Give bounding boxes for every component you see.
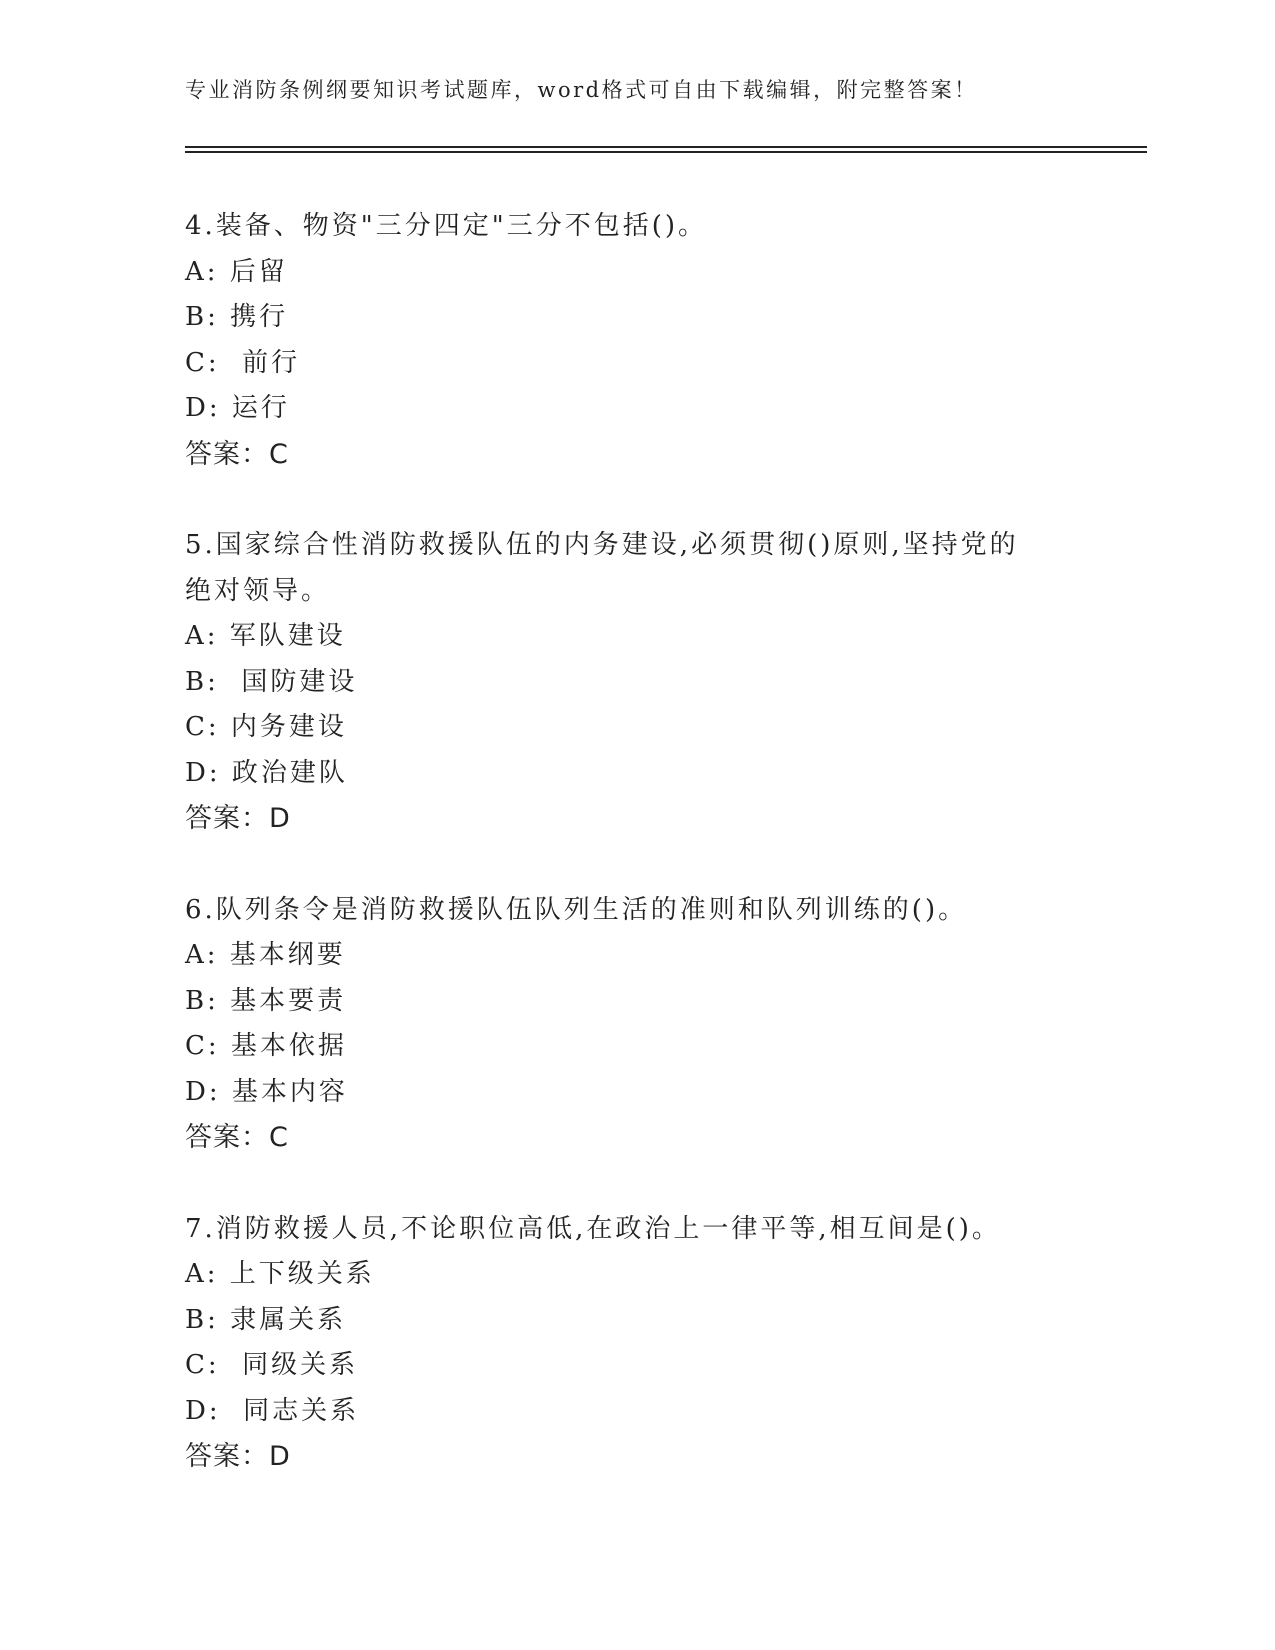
option-a: A: 军队建设 [185, 621, 346, 651]
question-7 [185, 1207, 1085, 1480]
option-d: D: 运行 [185, 393, 290, 423]
answer: 答案：D [185, 803, 291, 834]
question-stem: 5.国家综合性消防救援队伍的内务建设,必须贯彻()原则,坚持党的绝对领导。 [185, 530, 1019, 606]
answer: 答案：C [185, 438, 289, 470]
option-b: B: 国防建设 [185, 666, 358, 697]
option-c: C: 内务建设 [185, 712, 347, 742]
option-a: A: 基本纲要 [185, 940, 346, 970]
option-d: D: 同志关系 [185, 1395, 360, 1426]
option-b: B: 隶属关系 [185, 1304, 347, 1335]
question-4 [185, 204, 1085, 477]
question-stem: 6.队列条令是消防救援队伍队列生活的准则和队列训练的()。 [185, 894, 968, 925]
option-c: C: 前行 [185, 347, 301, 378]
option-b: B: 携行 [185, 302, 289, 332]
header-rule-top [185, 146, 1147, 148]
option-d: D: 基本内容 [185, 1076, 348, 1107]
option-a: A: 上下级关系 [185, 1259, 375, 1289]
answer: 答案：D [185, 1441, 291, 1472]
option-a: A: 后留 [185, 256, 288, 287]
option-c: C: 基本依据 [185, 1031, 347, 1061]
question-list [185, 204, 1085, 1526]
question-5 [185, 523, 1085, 842]
option-d: D: 政治建队 [185, 757, 348, 788]
question-6 [185, 888, 1085, 1161]
question-stem: 4.装备、物资"三分四定"三分不包括()。 [185, 211, 708, 241]
option-c: C: 同级关系 [185, 1350, 359, 1380]
answer: 答案：C [185, 1122, 289, 1153]
option-b: B: 基本要责 [185, 985, 347, 1016]
page-header: 专业消防条例纲要知识考试题库，word格式可自由下载编辑，附完整答案！ [185, 78, 978, 102]
header-rule-bottom [185, 151, 1147, 153]
question-stem: 7.消防救援人员,不论职位高低,在政治上一律平等,相互间是()。 [185, 1213, 1001, 1244]
